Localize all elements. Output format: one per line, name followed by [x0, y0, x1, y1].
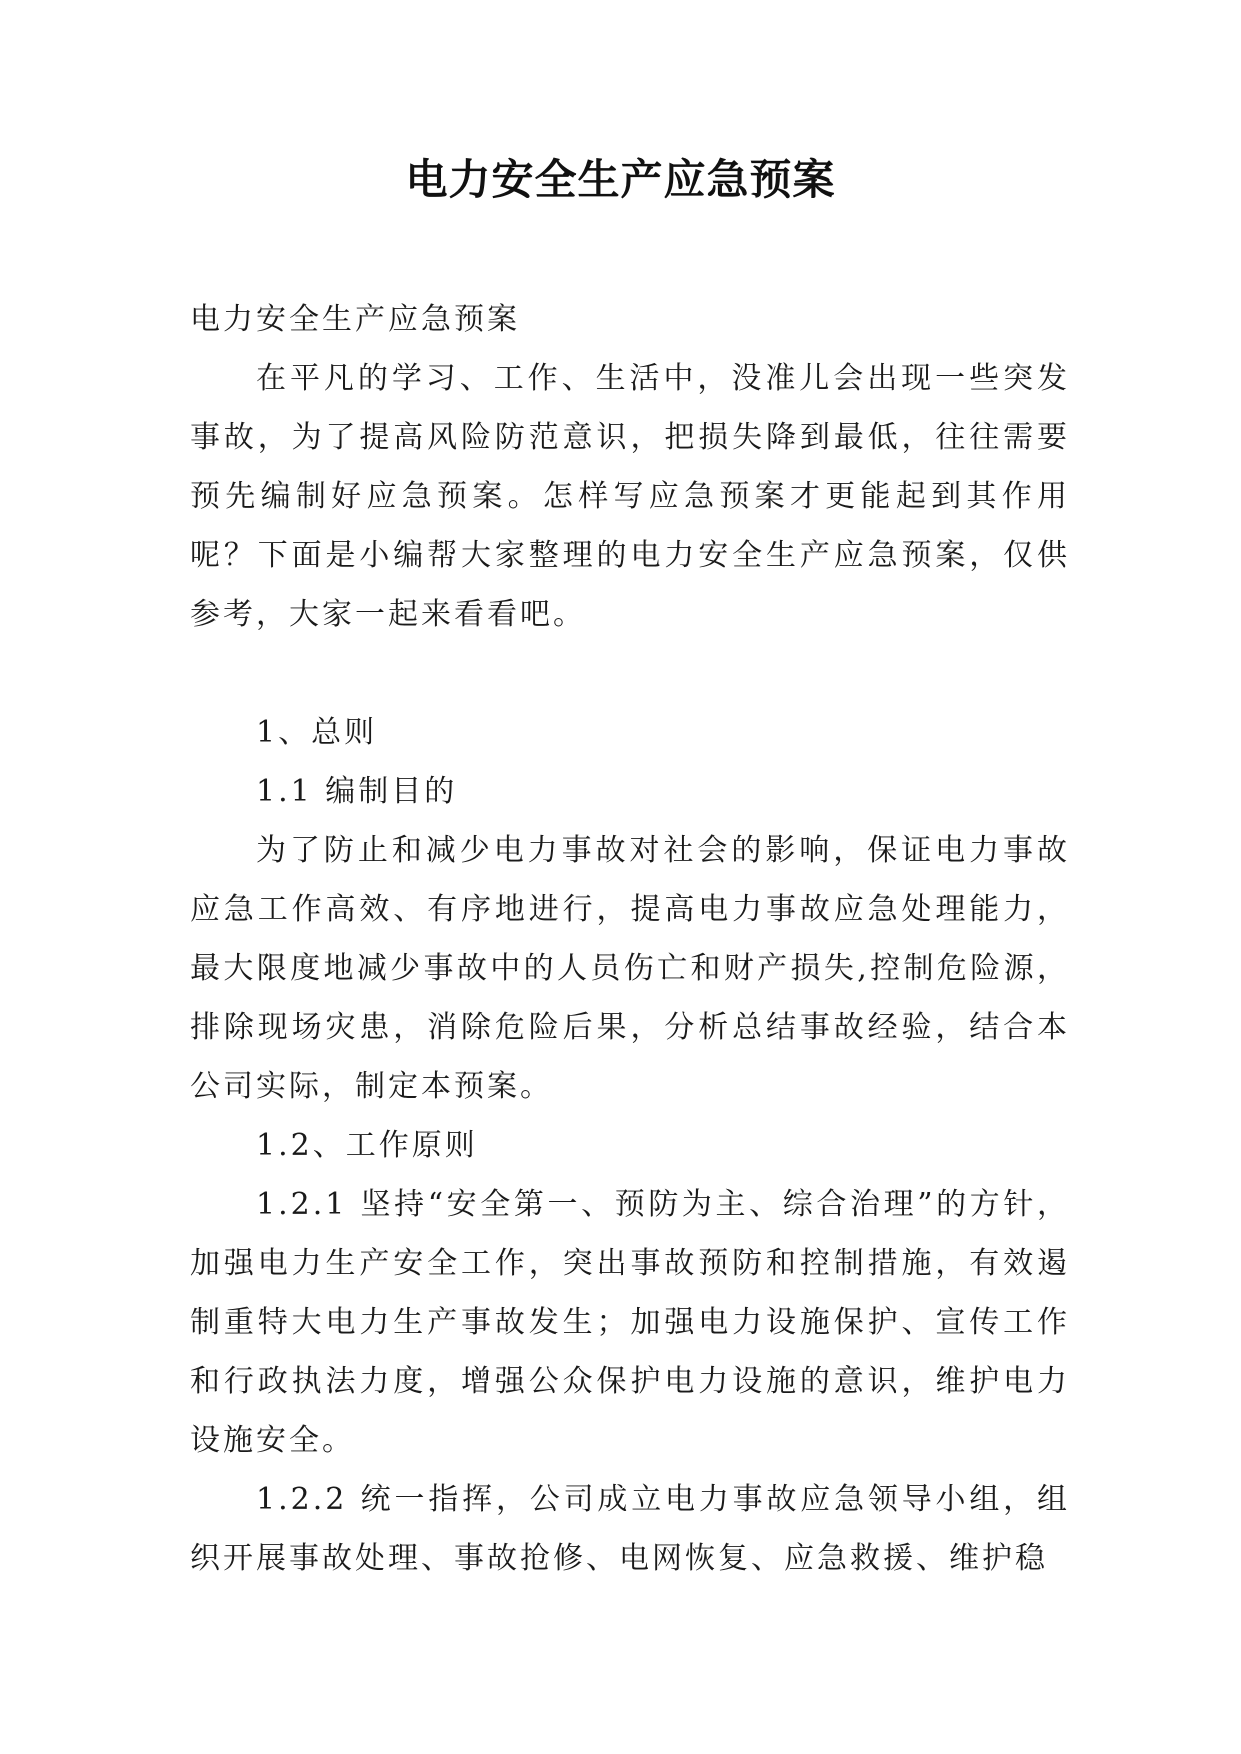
document-subtitle: 电力安全生产应急预案	[190, 302, 520, 337]
section-heading-purpose: 1.1 编制目的	[256, 774, 458, 809]
document-body	[190, 290, 1070, 1588]
section-heading-general: 1、总则	[256, 715, 378, 750]
principle-1-paragraph: 1.2.1 坚持“安全第一、预防为主、综合治理”的方针，加强电力生产安全工作，突出事故预防和控制措施，有效遏制重特大电力生产事故发生；加强电力设施保护、宣传工作和行政执法力度，增强公众保护电力设施的意识，维护电力设施安全。	[190, 1187, 1070, 1458]
page-title: 电力安全生产应急预案	[405, 155, 836, 204]
paragraph-gap	[190, 644, 1070, 703]
section-heading-principles: 1.2、工作原则	[256, 1128, 478, 1163]
purpose-paragraph: 为了防止和减少电力事故对社会的影响，保证电力事故应急工作高效、有序地进行，提高电力事故应急处理能力，最大限度地减少事故中的人员伤亡和财产损失,控制危险源，排除现场灾患，消除危险后果，分析总结事故经验，结合本公司实际，制定本预案。	[190, 833, 1070, 1104]
intro-paragraph: 在平凡的学习、工作、生活中，没准儿会出现一些突发事故，为了提高风险防范意识，把损失降到最低，往往需要预先编制好应急预案。怎样写应急预案才更能起到其作用呢？下面是小编帮大家整理的电力安全生产应急预案，仅供参考，大家一起来看看吧。	[190, 361, 1070, 632]
principle-2-paragraph: 1.2.2 统一指挥，公司成立电力事故应急领导小组，组织开展事故处理、事故抢修、电网恢复、应急救援、维护稳	[190, 1482, 1070, 1576]
